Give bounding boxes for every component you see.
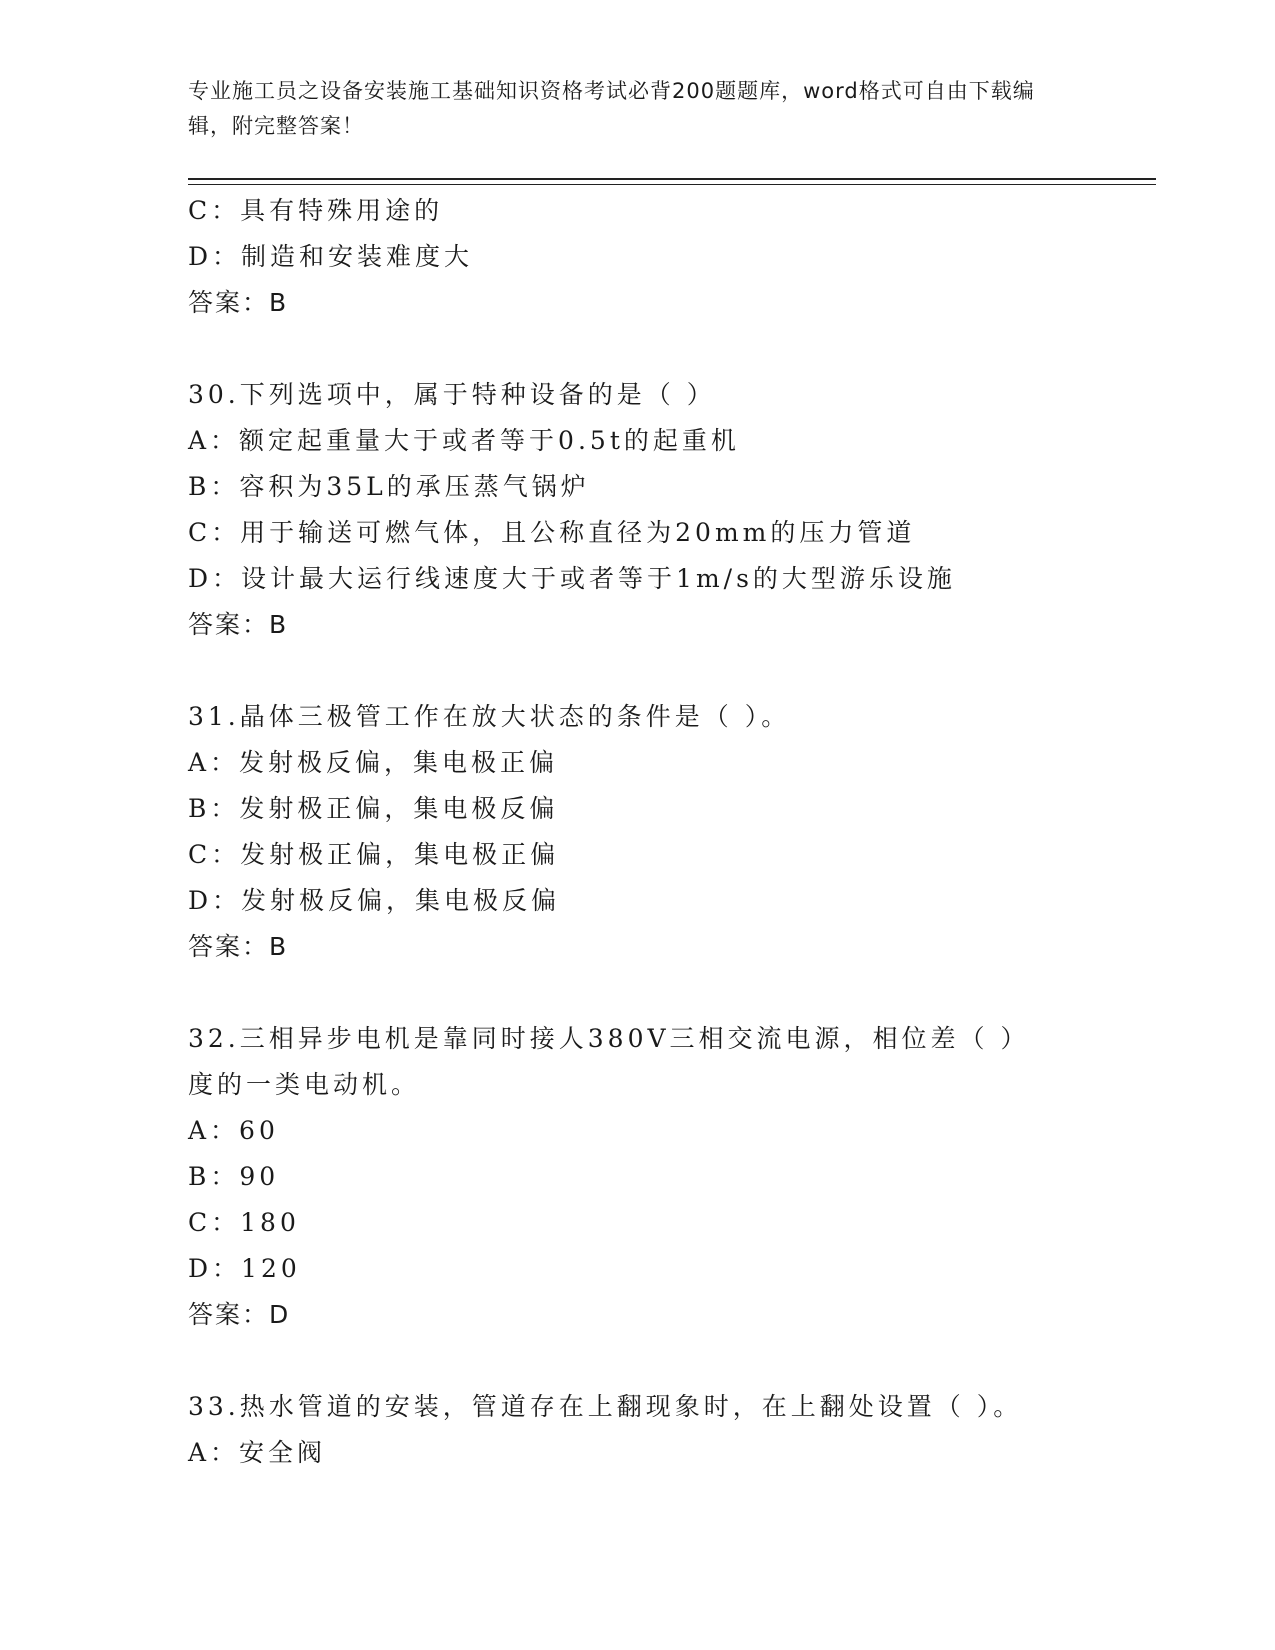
option-d: D：发射极反偏，集电极反偏 (188, 886, 561, 915)
option-b: B：发射极正偏，集电极反偏 (188, 794, 559, 823)
question-stem: 31.晶体三极管工作在放大状态的条件是（ ）。 (188, 702, 791, 731)
spacer (188, 970, 1088, 1016)
question-stem: 32.三相异步电机是靠同时接人380V三相交流电源，相位差（ ）度的一类电动机。 (188, 1024, 1030, 1099)
question-30 (188, 372, 1088, 648)
option-c: C：发射极正偏，集电极正偏 (188, 840, 560, 869)
option-a: A：额定起重量大于或者等于0.5t的起重机 (188, 426, 740, 455)
answer-line: 答案：B (188, 932, 289, 961)
answer-line: 答案：D (188, 1300, 291, 1329)
answer-line: 答案：B (188, 610, 289, 639)
spacer (188, 326, 1088, 372)
question-33 (188, 1384, 1088, 1476)
option-a: A：安全阀 (188, 1438, 327, 1467)
question-31 (188, 694, 1088, 970)
option-b: B：容积为35L的承压蒸气锅炉 (188, 472, 590, 501)
document-title: 专业施工员之设备安装施工基础知识资格考试必背200题题库，word格式可自由下载编辑，附完整答案！ (188, 79, 1035, 138)
option-d: D：120 (188, 1254, 301, 1283)
question-list (188, 188, 1088, 1476)
option-b: B：90 (188, 1162, 280, 1191)
option-d: D：设计最大运行线速度大于或者等于1m/s的大型游乐设施 (188, 564, 956, 593)
option-d: D：制造和安装难度大 (188, 242, 474, 271)
document-header (188, 74, 1068, 144)
question-stem: 30.下列选项中，属于特种设备的是（ ） (188, 380, 716, 409)
header-divider-thick (188, 178, 1156, 180)
answer-line: 答案：B (188, 288, 289, 317)
question-stem: 33.热水管道的安装，管道存在上翻现象时，在上翻处设置（ ）。 (188, 1392, 1023, 1421)
question-continued (188, 188, 1088, 326)
option-a: A：60 (188, 1116, 279, 1145)
option-c: C：用于输送可燃气体，且公称直径为20mm的压力管道 (188, 518, 916, 547)
option-c: C：180 (188, 1208, 300, 1237)
spacer (188, 1338, 1088, 1384)
option-c: C：具有特殊用途的 (188, 196, 444, 225)
spacer (188, 648, 1088, 694)
header-divider-thin (188, 184, 1156, 185)
option-a: A：发射极反偏，集电极正偏 (188, 748, 559, 777)
question-32 (188, 1016, 1088, 1338)
